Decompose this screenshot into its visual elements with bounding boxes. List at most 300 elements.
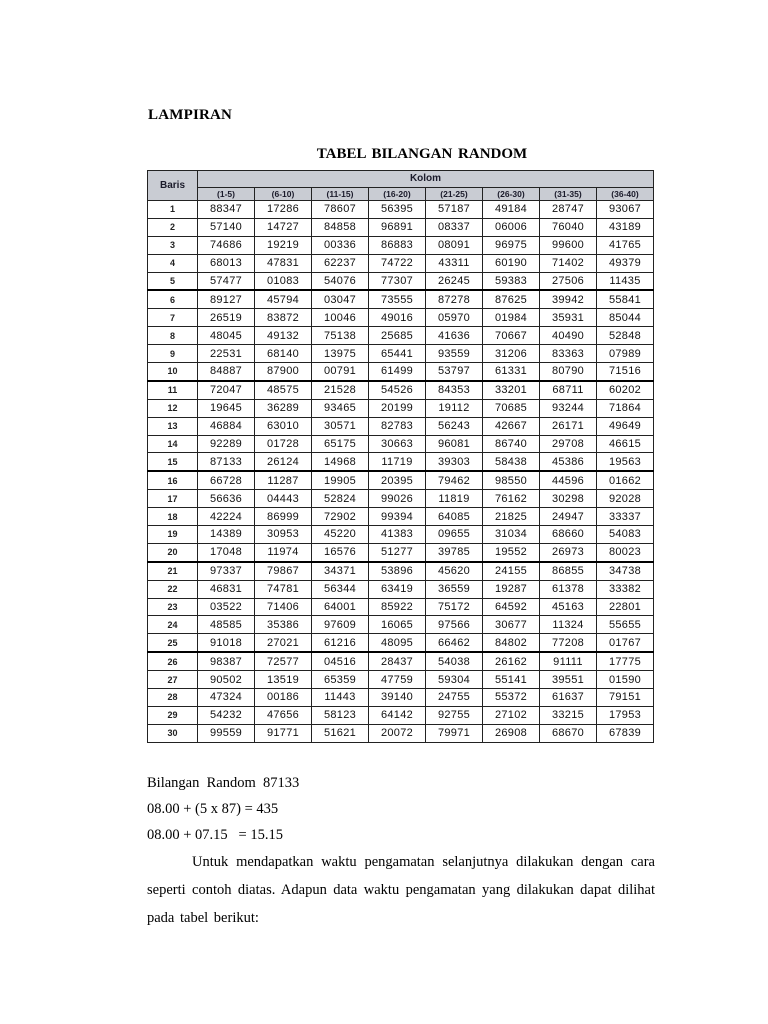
column-header: (21-25) <box>426 188 483 201</box>
table-cell: 58123 <box>312 706 369 724</box>
table-cell: 63010 <box>255 417 312 435</box>
table-cell: 57477 <box>198 272 255 290</box>
table-cell: 73555 <box>369 290 426 308</box>
table-cell: 26908 <box>483 724 540 742</box>
table-cell: 14727 <box>255 218 312 236</box>
table-cell: 17953 <box>597 706 654 724</box>
table-cell: 35386 <box>255 616 312 634</box>
table-cell: 45163 <box>540 598 597 616</box>
table-cell: 58438 <box>483 453 540 471</box>
table-cell: 66728 <box>198 471 255 489</box>
table-cell: 00791 <box>312 363 369 381</box>
row-number: 8 <box>148 327 198 345</box>
table-cell: 01590 <box>597 671 654 689</box>
table-cell: 63419 <box>369 580 426 598</box>
table-cell: 80023 <box>597 543 654 561</box>
table-cell: 48575 <box>255 381 312 399</box>
table-cell: 30953 <box>255 526 312 544</box>
table-row <box>148 236 654 254</box>
column-header: (36-40) <box>597 188 654 201</box>
table-cell: 33337 <box>597 508 654 526</box>
table-cell: 16065 <box>369 616 426 634</box>
table-cell: 30677 <box>483 616 540 634</box>
table-row <box>148 562 654 580</box>
table-cell: 65175 <box>312 435 369 453</box>
table-row <box>148 381 654 399</box>
table-cell: 08091 <box>426 236 483 254</box>
table-cell: 26124 <box>255 453 312 471</box>
table-cell: 30571 <box>312 417 369 435</box>
table-cell: 35931 <box>540 309 597 327</box>
column-header: (1-5) <box>198 188 255 201</box>
table-cell: 99026 <box>369 490 426 508</box>
table-cell: 51277 <box>369 543 426 561</box>
table-cell: 26162 <box>483 652 540 670</box>
table-row <box>148 671 654 689</box>
table-cell: 30663 <box>369 435 426 453</box>
row-number: 27 <box>148 671 198 689</box>
table-cell: 03047 <box>312 290 369 308</box>
row-number: 2 <box>148 218 198 236</box>
random-number-line: Bilangan Random 87133 <box>147 775 300 791</box>
table-cell: 61378 <box>540 580 597 598</box>
table-cell: 68660 <box>540 526 597 544</box>
table-cell: 85922 <box>369 598 426 616</box>
table-cell: 19219 <box>255 236 312 254</box>
table-cell: 55372 <box>483 689 540 707</box>
table-row <box>148 526 654 544</box>
row-number: 10 <box>148 363 198 381</box>
table-cell: 46884 <box>198 417 255 435</box>
table-cell: 55655 <box>597 616 654 634</box>
table-cell: 47831 <box>255 254 312 272</box>
table-row <box>148 706 654 724</box>
table-cell: 99394 <box>369 508 426 526</box>
row-number: 17 <box>148 490 198 508</box>
table-cell: 99559 <box>198 724 255 742</box>
random-number-table <box>147 170 654 743</box>
table-row <box>148 201 654 219</box>
table-cell: 90502 <box>198 671 255 689</box>
table-cell: 31034 <box>483 526 540 544</box>
table-cell: 05970 <box>426 309 483 327</box>
table-cell: 43189 <box>597 218 654 236</box>
table-cell: 61637 <box>540 689 597 707</box>
table-cell: 93067 <box>597 201 654 219</box>
table-cell: 45794 <box>255 290 312 308</box>
table-cell: 19112 <box>426 399 483 417</box>
table-cell: 26245 <box>426 272 483 290</box>
row-number: 20 <box>148 543 198 561</box>
table-cell: 46831 <box>198 580 255 598</box>
table-cell: 65441 <box>369 345 426 363</box>
table-cell: 70667 <box>483 327 540 345</box>
table-cell: 21825 <box>483 508 540 526</box>
table-cell: 26519 <box>198 309 255 327</box>
baris-header: Baris <box>148 171 198 201</box>
row-number: 26 <box>148 652 198 670</box>
row-number: 28 <box>148 689 198 707</box>
table-cell: 00336 <box>312 236 369 254</box>
table-cell: 49132 <box>255 327 312 345</box>
table-cell: 84887 <box>198 363 255 381</box>
table-cell: 54076 <box>312 272 369 290</box>
table-row <box>148 309 654 327</box>
table-cell: 87278 <box>426 290 483 308</box>
column-header: (11-15) <box>312 188 369 201</box>
table-cell: 93559 <box>426 345 483 363</box>
row-number: 29 <box>148 706 198 724</box>
table-cell: 84802 <box>483 634 540 652</box>
table-cell: 22531 <box>198 345 255 363</box>
table-cell: 51621 <box>312 724 369 742</box>
table-cell: 26171 <box>540 417 597 435</box>
table-cell: 26973 <box>540 543 597 561</box>
explanation-paragraph: Untuk mendapatkan waktu pengamatan selanjutnya dilakukan dengan cara seperti contoh diatas. Adapun data waktu pengamatan yang dilakukan dapat dilihat pada tabel berikut: <box>147 854 655 926</box>
table-cell: 13519 <box>255 671 312 689</box>
table-cell: 41765 <box>597 236 654 254</box>
row-number: 3 <box>148 236 198 254</box>
table-cell: 01662 <box>597 471 654 489</box>
table-cell: 07989 <box>597 345 654 363</box>
table-cell: 86855 <box>540 562 597 580</box>
table-row <box>148 218 654 236</box>
table-cell: 77208 <box>540 634 597 652</box>
table-cell: 72047 <box>198 381 255 399</box>
table-cell: 62237 <box>312 254 369 272</box>
table-row <box>148 327 654 345</box>
table-cell: 11974 <box>255 543 312 561</box>
table-cell: 76040 <box>540 218 597 236</box>
table-cell: 87133 <box>198 453 255 471</box>
table-cell: 86740 <box>483 435 540 453</box>
row-number: 1 <box>148 201 198 219</box>
table-cell: 84858 <box>312 218 369 236</box>
table-cell: 98550 <box>483 471 540 489</box>
table-cell: 98387 <box>198 652 255 670</box>
table-cell: 97566 <box>426 616 483 634</box>
table-cell: 96081 <box>426 435 483 453</box>
table-cell: 70685 <box>483 399 540 417</box>
table-cell: 52848 <box>597 327 654 345</box>
table-cell: 97609 <box>312 616 369 634</box>
table-cell: 25685 <box>369 327 426 345</box>
table-cell: 48095 <box>369 634 426 652</box>
table-cell: 74722 <box>369 254 426 272</box>
table-row <box>148 254 654 272</box>
table-cell: 01984 <box>483 309 540 327</box>
row-number: 19 <box>148 526 198 544</box>
table-cell: 20072 <box>369 724 426 742</box>
row-number: 21 <box>148 562 198 580</box>
table-cell: 68711 <box>540 381 597 399</box>
column-header: (31-35) <box>540 188 597 201</box>
table-cell: 92289 <box>198 435 255 453</box>
table-cell: 39785 <box>426 543 483 561</box>
table-cell: 76162 <box>483 490 540 508</box>
table-cell: 91018 <box>198 634 255 652</box>
table-cell: 24755 <box>426 689 483 707</box>
table-row <box>148 417 654 435</box>
table-cell: 56636 <box>198 490 255 508</box>
table-cell: 33201 <box>483 381 540 399</box>
table-cell: 54083 <box>597 526 654 544</box>
table-cell: 43311 <box>426 254 483 272</box>
table-cell: 20199 <box>369 399 426 417</box>
table-cell: 28437 <box>369 652 426 670</box>
table-cell: 68013 <box>198 254 255 272</box>
table-cell: 96891 <box>369 218 426 236</box>
table-cell: 29708 <box>540 435 597 453</box>
table-cell: 00186 <box>255 689 312 707</box>
table-cell: 64592 <box>483 598 540 616</box>
table-cell: 93465 <box>312 399 369 417</box>
table-cell: 54232 <box>198 706 255 724</box>
table-cell: 91111 <box>540 652 597 670</box>
table-row <box>148 435 654 453</box>
table-cell: 31206 <box>483 345 540 363</box>
table-cell: 27506 <box>540 272 597 290</box>
table-row <box>148 598 654 616</box>
column-header: (6-10) <box>255 188 312 201</box>
table-row <box>148 453 654 471</box>
table-row <box>148 272 654 290</box>
table-cell: 39140 <box>369 689 426 707</box>
table-cell: 77307 <box>369 272 426 290</box>
table-cell: 83363 <box>540 345 597 363</box>
table-cell: 11443 <box>312 689 369 707</box>
table-row <box>148 471 654 489</box>
table-cell: 80790 <box>540 363 597 381</box>
kolom-header: Kolom <box>198 171 654 188</box>
table-cell: 28747 <box>540 201 597 219</box>
table-cell: 71864 <box>597 399 654 417</box>
table-row <box>148 689 654 707</box>
table-cell: 99600 <box>540 236 597 254</box>
table-cell: 52824 <box>312 490 369 508</box>
table-cell: 56395 <box>369 201 426 219</box>
table-row <box>148 652 654 670</box>
table-cell: 09655 <box>426 526 483 544</box>
table-cell: 57187 <box>426 201 483 219</box>
table-cell: 39942 <box>540 290 597 308</box>
table-cell: 67839 <box>597 724 654 742</box>
table-cell: 85044 <box>597 309 654 327</box>
table-cell: 88347 <box>198 201 255 219</box>
table-cell: 57140 <box>198 218 255 236</box>
table-cell: 17775 <box>597 652 654 670</box>
table-cell: 64085 <box>426 508 483 526</box>
table-row <box>148 616 654 634</box>
row-number: 30 <box>148 724 198 742</box>
table-cell: 47759 <box>369 671 426 689</box>
table-cell: 53896 <box>369 562 426 580</box>
row-number: 6 <box>148 290 198 308</box>
table-cell: 74781 <box>255 580 312 598</box>
table-cell: 96975 <box>483 236 540 254</box>
table-cell: 42667 <box>483 417 540 435</box>
table-cell: 60190 <box>483 254 540 272</box>
table-cell: 06006 <box>483 218 540 236</box>
table-cell: 11719 <box>369 453 426 471</box>
table-cell: 24947 <box>540 508 597 526</box>
table-cell: 41636 <box>426 327 483 345</box>
table-cell: 33382 <box>597 580 654 598</box>
table-row <box>148 363 654 381</box>
table-cell: 83872 <box>255 309 312 327</box>
table-cell: 34738 <box>597 562 654 580</box>
calculation-line-1: 08.00 + (5 x 87) = 435 <box>147 801 279 817</box>
table-cell: 42224 <box>198 508 255 526</box>
table-cell: 19563 <box>597 453 654 471</box>
table-row <box>148 490 654 508</box>
heading-lampiran: LAMPIRAN <box>148 107 233 123</box>
table-cell: 36559 <box>426 580 483 598</box>
table-cell: 87900 <box>255 363 312 381</box>
table-cell: 68140 <box>255 345 312 363</box>
table-cell: 44596 <box>540 471 597 489</box>
table-cell: 82783 <box>369 417 426 435</box>
table-row <box>148 543 654 561</box>
row-number: 14 <box>148 435 198 453</box>
row-number: 13 <box>148 417 198 435</box>
row-number: 15 <box>148 453 198 471</box>
table-cell: 01728 <box>255 435 312 453</box>
table-cell: 93244 <box>540 399 597 417</box>
row-number: 4 <box>148 254 198 272</box>
row-number: 12 <box>148 399 198 417</box>
table-cell: 78607 <box>312 201 369 219</box>
table-row <box>148 345 654 363</box>
table-cell: 36289 <box>255 399 312 417</box>
table-cell: 17048 <box>198 543 255 561</box>
table-cell: 54038 <box>426 652 483 670</box>
table-cell: 10046 <box>312 309 369 327</box>
table-cell: 71406 <box>255 598 312 616</box>
table-cell: 89127 <box>198 290 255 308</box>
row-number: 5 <box>148 272 198 290</box>
table-cell: 55141 <box>483 671 540 689</box>
table-cell: 20395 <box>369 471 426 489</box>
table-cell: 56344 <box>312 580 369 598</box>
column-header: (16-20) <box>369 188 426 201</box>
table-cell: 49379 <box>597 254 654 272</box>
row-number: 25 <box>148 634 198 652</box>
table-cell: 01083 <box>255 272 312 290</box>
row-number: 7 <box>148 309 198 327</box>
table-cell: 60202 <box>597 381 654 399</box>
table-cell: 13975 <box>312 345 369 363</box>
table-cell: 87625 <box>483 290 540 308</box>
table-cell: 91771 <box>255 724 312 742</box>
table-cell: 49184 <box>483 201 540 219</box>
table-cell: 40490 <box>540 327 597 345</box>
table-cell: 71402 <box>540 254 597 272</box>
table-cell: 47656 <box>255 706 312 724</box>
table-cell: 56243 <box>426 417 483 435</box>
table-row <box>148 634 654 652</box>
table-cell: 19645 <box>198 399 255 417</box>
table-cell: 92028 <box>597 490 654 508</box>
table-cell: 27021 <box>255 634 312 652</box>
row-number: 16 <box>148 471 198 489</box>
table-cell: 48585 <box>198 616 255 634</box>
table-cell: 54526 <box>369 381 426 399</box>
table-cell: 46615 <box>597 435 654 453</box>
table-cell: 64001 <box>312 598 369 616</box>
table-cell: 97337 <box>198 562 255 580</box>
table-cell: 65359 <box>312 671 369 689</box>
table-cell: 72902 <box>312 508 369 526</box>
table-cell: 61499 <box>369 363 426 381</box>
table-row <box>148 724 654 742</box>
table-cell: 17286 <box>255 201 312 219</box>
table-cell: 61331 <box>483 363 540 381</box>
table-cell: 55841 <box>597 290 654 308</box>
table-cell: 11287 <box>255 471 312 489</box>
table-cell: 79971 <box>426 724 483 742</box>
table-cell: 41383 <box>369 526 426 544</box>
column-header: (26-30) <box>483 188 540 201</box>
table-cell: 66462 <box>426 634 483 652</box>
table-cell: 68670 <box>540 724 597 742</box>
table-cell: 19287 <box>483 580 540 598</box>
row-number: 18 <box>148 508 198 526</box>
table-cell: 03522 <box>198 598 255 616</box>
table-cell: 75172 <box>426 598 483 616</box>
table-cell: 53797 <box>426 363 483 381</box>
table-cell: 74686 <box>198 236 255 254</box>
table-cell: 47324 <box>198 689 255 707</box>
table-cell: 24155 <box>483 562 540 580</box>
table-cell: 61216 <box>312 634 369 652</box>
table-cell: 19552 <box>483 543 540 561</box>
table-cell: 45620 <box>426 562 483 580</box>
table-cell: 86883 <box>369 236 426 254</box>
table-cell: 39551 <box>540 671 597 689</box>
table-cell: 45386 <box>540 453 597 471</box>
table-cell: 14968 <box>312 453 369 471</box>
table-cell: 08337 <box>426 218 483 236</box>
table-cell: 04516 <box>312 652 369 670</box>
calculation-line-2: 08.00 + 07.15 = 15.15 <box>147 827 283 843</box>
table-cell: 72577 <box>255 652 312 670</box>
table-row <box>148 508 654 526</box>
table-title: TABEL BILANGAN RANDOM <box>316 146 528 162</box>
table-cell: 11819 <box>426 490 483 508</box>
table-cell: 14389 <box>198 526 255 544</box>
table-cell: 45220 <box>312 526 369 544</box>
table-cell: 16576 <box>312 543 369 561</box>
table-cell: 59304 <box>426 671 483 689</box>
table-cell: 33215 <box>540 706 597 724</box>
table-cell: 79151 <box>597 689 654 707</box>
table-cell: 39303 <box>426 453 483 471</box>
row-number: 22 <box>148 580 198 598</box>
row-number: 23 <box>148 598 198 616</box>
table-cell: 79462 <box>426 471 483 489</box>
table-cell: 86999 <box>255 508 312 526</box>
table-cell: 79867 <box>255 562 312 580</box>
table-cell: 71516 <box>597 363 654 381</box>
table-cell: 49016 <box>369 309 426 327</box>
table-row <box>148 399 654 417</box>
table-cell: 04443 <box>255 490 312 508</box>
table-cell: 22801 <box>597 598 654 616</box>
table-cell: 30298 <box>540 490 597 508</box>
table-cell: 27102 <box>483 706 540 724</box>
table-cell: 01767 <box>597 634 654 652</box>
